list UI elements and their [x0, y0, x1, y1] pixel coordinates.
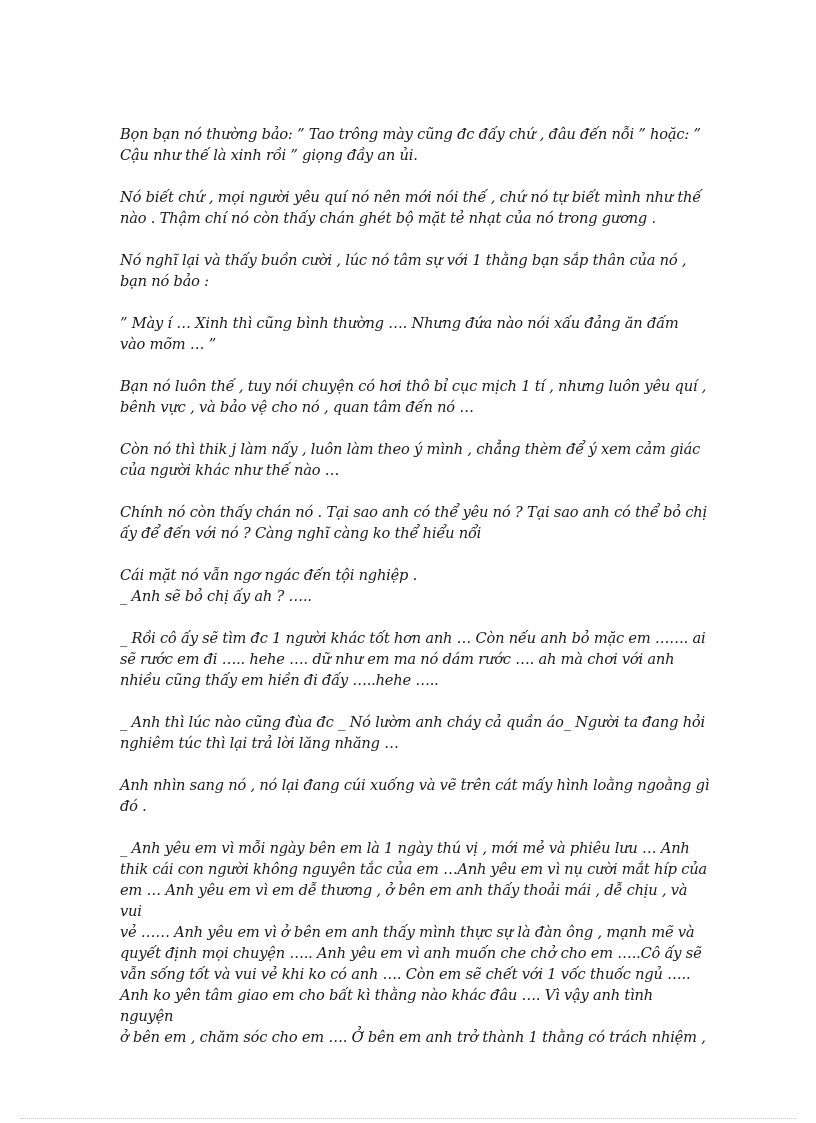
paragraph: _ Anh thì lúc nào cũng đùa đc _ Nó lườm anh cháy cả quần áo_ Người ta đang hỏi nghiêm túc thì lại trả lời lăng nhăng … [120, 714, 705, 752]
paragraph: Nó nghĩ lại và thấy buồn cười , lúc nó tâm sự với 1 thằng bạn sắp thân của nó , bạn nó bảo : [120, 252, 687, 290]
paragraph: _ Anh yêu em vì mỗi ngày bên em là 1 ngày thú vị , mới mẻ và phiêu lưu … Anh thik cái con người không nguyên tắc của em …Anh yêu em vì nụ cười mắt híp của em … Anh yêu em vì em dễ thương , ở bên em anh thấy thoải mái , dễ chịu , và vui vẻ …… Anh yêu em vì ở bên em anh thấy mình thực sự là đàn ông , mạnh mẽ và quyết định mọi chuyện ….. Anh yêu em vì anh muốn che chở cho em …..Cô ấy sẽ vẫn sống tốt và vui vẻ khi ko có anh …. Còn em sẽ chết với 1 vốc thuốc ngủ ….. Anh ko yên tâm giao em cho bất kì thằng nào khác đâu …. Vì vậy anh tình nguyện ở bên em , chăm sóc cho em …. Ở bên em anh trở thành 1 thằng có trách nhiệm , [120, 840, 707, 1046]
paragraph: Bạn nó luôn thế , tuy nói chuyện có hơi thô bỉ cục mịch 1 tí , nhưng luôn yêu quí , bênh vực , và bảo vệ cho nó , quan tâm đến nó … [120, 378, 707, 416]
paragraph: Nó biết chứ , mọi người yêu quí nó nên mới nói thế , chứ nó tự biết mình như thế nào . Thậm chí nó còn thấy chán ghét bộ mặt tẻ nhạt của nó trong gương . [120, 189, 702, 227]
paragraph: _ Rồi cô ấy sẽ tìm đc 1 người khác tốt hơn anh … Còn nếu anh bỏ mặc em ……. ai sẽ rước em đi ….. hehe …. dữ như em ma nó dám rước …. ah mà chơi với anh nhiều cũng thấy em hiền đi đấy …..hehe ….. [120, 630, 706, 689]
paragraph: Bọn bạn nó thường bảo: ” Tao trông mày cũng đc đấy chứ , đâu đến nỗi ” hoặc: ” Cậu như thế là xinh rồi ” giọng đầy an ủi. [120, 126, 701, 164]
page-bottom-divider [20, 1118, 796, 1119]
paragraph: Anh nhìn sang nó , nó lại đang cúi xuống và vẽ trên cát mấy hình loằng ngoằng gì đó . [120, 777, 710, 815]
document-body [120, 124, 710, 1069]
paragraph: Chính nó còn thấy chán nó . Tại sao anh có thể yêu nó ? Tại sao anh có thể bỏ chị ấy để đến với nó ? Càng nghĩ càng ko thể hiểu nổi [120, 504, 707, 542]
paragraph: Cái mặt nó vẫn ngơ ngác đến tội nghiệp . _ Anh sẽ bỏ chị ấy ah ? ….. [120, 567, 418, 605]
paragraph: Còn nó thì thik j làm nấy , luôn làm theo ý mình , chẳng thèm để ý xem cảm giác của người khác như thế nào … [120, 441, 701, 479]
paragraph: ” Mày í … Xinh thì cũng bình thường …. Nhưng đứa nào nói xấu đảng ăn đấm vào mõm … ” [120, 315, 679, 353]
